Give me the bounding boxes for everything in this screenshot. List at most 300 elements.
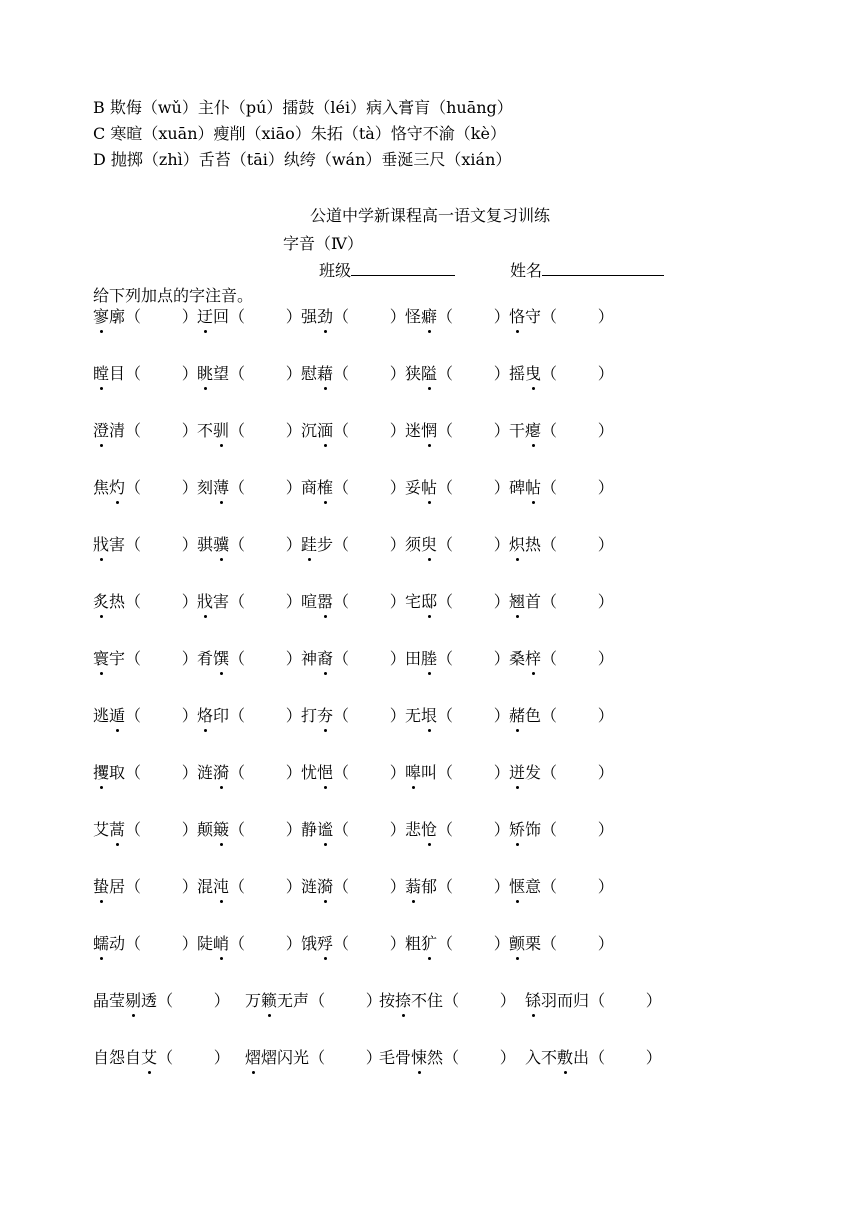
word-character: 艾 xyxy=(93,820,110,839)
dotted-character: 灼 xyxy=(109,478,126,497)
word-item xyxy=(301,307,406,327)
word-character: 忧 xyxy=(301,763,318,782)
answer-blank[interactable]: （ ） xyxy=(229,706,302,725)
word-item xyxy=(197,421,302,441)
word-character: 骐 xyxy=(197,535,214,554)
dotted-character: 恪 xyxy=(509,307,526,326)
word-character: 刻 xyxy=(197,478,214,497)
word-item xyxy=(509,307,614,327)
word-character: 色 xyxy=(525,706,542,725)
word-character: 不 xyxy=(411,991,428,1010)
dotted-character: 籁 xyxy=(261,991,278,1010)
dotted-character: 铩 xyxy=(525,991,542,1010)
word-item xyxy=(301,820,406,840)
dotted-character: 惬 xyxy=(509,877,526,896)
word-character: 喧 xyxy=(301,592,318,611)
dotted-character: 漪 xyxy=(317,877,334,896)
word-character: 住 xyxy=(427,991,444,1010)
word-character: 动 xyxy=(109,934,126,953)
word-item xyxy=(93,763,198,783)
dotted-character: 夯 xyxy=(317,706,334,725)
dotted-character: 嗥 xyxy=(405,763,422,782)
word-character: 回 xyxy=(213,307,230,326)
answer-blank[interactable]: （ ） xyxy=(541,649,614,668)
answer-blank[interactable]: （ ） xyxy=(333,364,406,383)
word-character: 自 xyxy=(93,1048,110,1067)
instruction-text: 给下列加点的字注音。 xyxy=(93,286,254,305)
word-character: 印 xyxy=(213,706,230,725)
word-item xyxy=(197,364,302,384)
word-character: 熠 xyxy=(261,1048,278,1067)
word-character: 取 xyxy=(109,763,126,782)
word-item xyxy=(197,934,302,954)
dotted-character: 峭 xyxy=(213,934,230,953)
answer-blank[interactable]: （ ） xyxy=(125,934,198,953)
answer-blank[interactable]: （ ） xyxy=(437,478,510,497)
answer-blank[interactable]: （ ） xyxy=(229,877,302,896)
word-item xyxy=(509,592,614,612)
dotted-character: 殍 xyxy=(317,934,334,953)
answer-blank[interactable]: （ ） xyxy=(589,1048,662,1067)
word-item xyxy=(93,877,198,897)
answer-blank[interactable]: （ ） xyxy=(437,421,510,440)
word-character: 害 xyxy=(213,592,230,611)
answer-blank[interactable]: （ ） xyxy=(125,478,198,497)
answer-blank[interactable]: （ ） xyxy=(437,364,510,383)
word-character: 沉 xyxy=(301,421,318,440)
word-character: 热 xyxy=(109,592,126,611)
dotted-character: 捺 xyxy=(395,991,412,1010)
dotted-character: 垠 xyxy=(421,706,438,725)
dotted-character: 沌 xyxy=(213,877,230,896)
word-item xyxy=(197,478,302,498)
word-item xyxy=(301,592,406,612)
word-item xyxy=(197,763,302,783)
answer-blank[interactable]: （ ） xyxy=(541,820,614,839)
dotted-character: 悒 xyxy=(317,763,334,782)
word-item xyxy=(405,706,510,726)
word-character: 妥 xyxy=(405,478,422,497)
word-item xyxy=(93,478,198,498)
answer-blank[interactable]: （ ） xyxy=(125,364,198,383)
class-blank-line xyxy=(351,259,455,276)
word-character: 万 xyxy=(245,991,262,1010)
word-item xyxy=(197,307,302,327)
word-character: 望 xyxy=(213,364,230,383)
answer-blank[interactable]: （ ） xyxy=(229,763,302,782)
word-item xyxy=(509,934,614,954)
word-character: 颠 xyxy=(197,820,214,839)
word-item xyxy=(93,1048,230,1068)
word-item xyxy=(379,1048,516,1068)
dotted-character: 跬 xyxy=(301,535,318,554)
word-character: 涟 xyxy=(197,763,214,782)
name-blank-line xyxy=(542,259,664,276)
word-character: 田 xyxy=(405,649,422,668)
word-character: 莹 xyxy=(109,991,126,1010)
dotted-character: 帖 xyxy=(525,478,542,497)
word-character: 商 xyxy=(301,478,318,497)
answer-blank[interactable]: （ ） xyxy=(437,820,510,839)
answer-blank[interactable]: （ ） xyxy=(333,421,406,440)
dotted-character: 嚣 xyxy=(317,592,334,611)
word-item xyxy=(405,649,510,669)
word-character: 透 xyxy=(141,991,158,1010)
word-item xyxy=(93,649,198,669)
answer-blank[interactable]: （ ） xyxy=(437,535,510,554)
answer-blank[interactable]: （ ） xyxy=(541,706,614,725)
word-character: 晶 xyxy=(93,991,110,1010)
answer-blank[interactable]: （ ） xyxy=(125,535,198,554)
dotted-character: 蠕 xyxy=(93,934,110,953)
answer-blank[interactable]: （ ） xyxy=(157,1048,230,1067)
word-item xyxy=(509,706,614,726)
dotted-character: 矫 xyxy=(509,820,526,839)
answer-blank[interactable]: （ ） xyxy=(125,877,198,896)
dotted-character: 犷 xyxy=(421,934,438,953)
word-item xyxy=(525,991,662,1011)
dotted-character: 剔 xyxy=(125,991,142,1010)
word-character: 饰 xyxy=(525,820,542,839)
answer-blank[interactable]: （ ） xyxy=(437,649,510,668)
answer-blank[interactable]: （ ） xyxy=(333,877,406,896)
dotted-character: 翘 xyxy=(509,592,526,611)
dotted-character: 驯 xyxy=(213,421,230,440)
word-item xyxy=(93,364,198,384)
word-character: 摇 xyxy=(509,364,526,383)
word-character: 不 xyxy=(197,421,214,440)
dotted-character: 炙 xyxy=(93,592,110,611)
name-field xyxy=(510,258,664,281)
word-item xyxy=(197,820,302,840)
answer-blank[interactable]: （ ） xyxy=(541,364,614,383)
word-item xyxy=(405,307,510,327)
word-item xyxy=(509,820,614,840)
answer-blank[interactable]: （ ） xyxy=(333,934,406,953)
class-label: 班级 xyxy=(319,261,352,280)
word-character: 目 xyxy=(109,364,126,383)
option-d: D 抛掷（zhì）舌苔（tāi）纨绔（wán）垂涎三尺（xián） xyxy=(93,150,512,169)
word-item xyxy=(405,364,510,384)
word-item xyxy=(197,592,302,612)
word-item xyxy=(525,1048,662,1068)
word-item xyxy=(93,535,198,555)
word-character: 廓 xyxy=(109,307,126,326)
word-item xyxy=(93,934,198,954)
word-item xyxy=(93,592,198,612)
dotted-character: 寥 xyxy=(93,307,110,326)
answer-blank[interactable]: （ ） xyxy=(437,307,510,326)
word-character: 无 xyxy=(405,706,422,725)
dotted-character: 邸 xyxy=(421,592,438,611)
word-character: 清 xyxy=(109,421,126,440)
word-character: 光 xyxy=(293,1048,310,1067)
dotted-character: 颤 xyxy=(509,934,526,953)
dotted-character: 瞠 xyxy=(93,364,110,383)
word-item xyxy=(509,364,614,384)
dotted-character: 瘪 xyxy=(525,421,542,440)
answer-blank[interactable]: （ ） xyxy=(157,991,230,1010)
word-item xyxy=(301,478,406,498)
answer-blank[interactable]: （ ） xyxy=(125,421,198,440)
word-item xyxy=(301,706,406,726)
word-item xyxy=(405,535,510,555)
answer-blank[interactable]: （ ） xyxy=(125,820,198,839)
word-character: 焦 xyxy=(93,478,110,497)
dotted-character: 悚 xyxy=(411,1048,428,1067)
word-character: 慰 xyxy=(301,364,318,383)
class-field xyxy=(319,258,455,281)
dotted-character: 怆 xyxy=(421,820,438,839)
word-item xyxy=(405,478,510,498)
word-item xyxy=(93,991,230,1011)
word-character: 迷 xyxy=(405,421,422,440)
word-character: 干 xyxy=(509,421,526,440)
word-character: 宅 xyxy=(405,592,422,611)
answer-blank[interactable]: （ ） xyxy=(333,820,406,839)
option-b: B 欺侮（wǔ）主仆（pú）擂鼓（léi）病入膏肓（huāng） xyxy=(93,98,513,117)
answer-blank[interactable]: （ ） xyxy=(333,706,406,725)
dotted-character: 劲 xyxy=(317,307,334,326)
word-item xyxy=(405,763,510,783)
dotted-character: 眺 xyxy=(197,364,214,383)
word-character: 粗 xyxy=(405,934,422,953)
answer-blank[interactable]: （ ） xyxy=(229,307,302,326)
dotted-character: 帖 xyxy=(421,478,438,497)
dotted-character: 艾 xyxy=(141,1048,158,1067)
dotted-character: 榷 xyxy=(317,478,334,497)
answer-blank[interactable]: （ ） xyxy=(309,991,382,1010)
dotted-character: 谧 xyxy=(317,820,334,839)
word-character: 声 xyxy=(293,991,310,1010)
answer-blank[interactable]: （ ） xyxy=(229,820,302,839)
word-item xyxy=(301,364,406,384)
option-c: C 寒暄（xuān）瘦削（xiāo）朱拓（tà）恪守不渝（kè） xyxy=(93,124,506,143)
worksheet-subtitle: 字音（Ⅳ） xyxy=(283,234,363,253)
word-item xyxy=(405,421,510,441)
word-item xyxy=(509,535,614,555)
dotted-character: 湎 xyxy=(317,421,334,440)
answer-blank[interactable]: （ ） xyxy=(437,934,510,953)
dotted-character: 癖 xyxy=(421,307,438,326)
dotted-character: 藉 xyxy=(317,364,334,383)
dotted-character: 曳 xyxy=(525,364,542,383)
word-character: 闪 xyxy=(277,1048,294,1067)
word-character: 陡 xyxy=(197,934,214,953)
word-character: 首 xyxy=(525,592,542,611)
word-item xyxy=(93,421,198,441)
word-item xyxy=(301,421,406,441)
word-character: 不 xyxy=(541,1048,558,1067)
word-item xyxy=(405,934,510,954)
answer-blank[interactable]: （ ） xyxy=(333,307,406,326)
answer-blank[interactable]: （ ） xyxy=(437,877,510,896)
word-item xyxy=(509,478,614,498)
dotted-character: 戕 xyxy=(197,592,214,611)
dotted-character: 烙 xyxy=(197,706,214,725)
word-item xyxy=(301,535,406,555)
dotted-character: 裔 xyxy=(317,649,334,668)
word-item xyxy=(93,706,198,726)
word-character: 毛 xyxy=(379,1048,396,1067)
answer-blank[interactable]: （ ） xyxy=(125,706,198,725)
word-character: 怪 xyxy=(405,307,422,326)
word-character: 害 xyxy=(109,535,126,554)
word-character: 叫 xyxy=(421,763,438,782)
dotted-character: 塍 xyxy=(421,649,438,668)
dotted-character: 迸 xyxy=(509,763,526,782)
dotted-character: 薄 xyxy=(213,478,230,497)
answer-blank[interactable]: （ ） xyxy=(229,934,302,953)
answer-blank[interactable]: （ ） xyxy=(541,421,614,440)
answer-blank[interactable]: （ ） xyxy=(229,478,302,497)
dotted-character: 蓊 xyxy=(405,877,422,896)
answer-blank[interactable]: （ ） xyxy=(125,649,198,668)
word-character: 而 xyxy=(557,991,574,1010)
answer-blank[interactable]: （ ） xyxy=(333,592,406,611)
word-character: 守 xyxy=(525,307,542,326)
word-character: 然 xyxy=(427,1048,444,1067)
answer-blank[interactable]: （ ） xyxy=(437,706,510,725)
answer-blank[interactable]: （ ） xyxy=(333,649,406,668)
dotted-character: 攫 xyxy=(93,763,110,782)
answer-blank[interactable]: （ ） xyxy=(541,535,614,554)
dotted-character: 骥 xyxy=(213,535,230,554)
word-character: 肴 xyxy=(197,649,214,668)
word-item xyxy=(379,991,516,1011)
answer-blank[interactable]: （ ） xyxy=(229,535,302,554)
word-character: 自 xyxy=(125,1048,142,1067)
dotted-character: 隘 xyxy=(421,364,438,383)
word-character: 意 xyxy=(525,877,542,896)
word-character: 归 xyxy=(573,991,590,1010)
dotted-character: 臾 xyxy=(421,535,438,554)
answer-blank[interactable]: （ ） xyxy=(541,478,614,497)
word-character: 静 xyxy=(301,820,318,839)
word-character: 栗 xyxy=(525,934,542,953)
answer-blank[interactable]: （ ） xyxy=(309,1048,382,1067)
dotted-character: 梓 xyxy=(525,649,542,668)
answer-blank[interactable]: （ ） xyxy=(229,421,302,440)
word-item xyxy=(197,877,302,897)
word-character: 步 xyxy=(317,535,334,554)
answer-blank[interactable]: （ ） xyxy=(437,592,510,611)
answer-blank[interactable]: （ ） xyxy=(229,649,302,668)
word-item xyxy=(405,592,510,612)
word-character: 须 xyxy=(405,535,422,554)
word-item xyxy=(509,421,614,441)
word-item xyxy=(509,877,614,897)
answer-blank[interactable]: （ ） xyxy=(333,478,406,497)
word-character: 混 xyxy=(197,877,214,896)
dotted-character: 寰 xyxy=(93,649,110,668)
word-item xyxy=(405,877,510,897)
word-character: 发 xyxy=(525,763,542,782)
worksheet-title: 公道中学新课程高一语文复习训练 xyxy=(309,206,550,225)
word-item xyxy=(245,991,382,1011)
answer-blank[interactable]: （ ） xyxy=(229,364,302,383)
answer-blank[interactable]: （ ） xyxy=(443,991,516,1010)
word-item xyxy=(197,649,302,669)
word-character: 涟 xyxy=(301,877,318,896)
dotted-character: 簸 xyxy=(213,820,230,839)
answer-blank[interactable]: （ ） xyxy=(125,592,198,611)
dotted-character: 蛰 xyxy=(93,877,110,896)
word-character: 悲 xyxy=(405,820,422,839)
answer-blank[interactable]: （ ） xyxy=(125,763,198,782)
word-item xyxy=(301,877,406,897)
word-character: 热 xyxy=(525,535,542,554)
dotted-character: 澄 xyxy=(93,421,110,440)
answer-blank[interactable]: （ ） xyxy=(333,763,406,782)
answer-blank[interactable]: （ ） xyxy=(541,877,614,896)
word-character: 神 xyxy=(301,649,318,668)
word-item xyxy=(93,307,198,327)
dotted-character: 戕 xyxy=(93,535,110,554)
answer-blank[interactable]: （ ） xyxy=(437,763,510,782)
dotted-character: 遁 xyxy=(109,706,126,725)
answer-blank[interactable]: （ ） xyxy=(541,934,614,953)
word-item xyxy=(245,1048,382,1068)
word-item xyxy=(301,763,406,783)
dotted-character: 馔 xyxy=(213,649,230,668)
word-character: 居 xyxy=(109,877,126,896)
word-character: 碑 xyxy=(509,478,526,497)
dotted-character: 敷 xyxy=(557,1048,574,1067)
answer-blank[interactable]: （ ） xyxy=(443,1048,516,1067)
name-label: 姓名 xyxy=(510,261,543,280)
answer-blank[interactable]: （ ） xyxy=(333,535,406,554)
answer-blank[interactable]: （ ） xyxy=(125,307,198,326)
word-item xyxy=(301,934,406,954)
answer-blank[interactable]: （ ） xyxy=(541,763,614,782)
dotted-character: 漪 xyxy=(213,763,230,782)
word-character: 逃 xyxy=(93,706,110,725)
word-item xyxy=(509,649,614,669)
dotted-character: 炽 xyxy=(509,535,526,554)
word-character: 桑 xyxy=(509,649,526,668)
word-character: 宇 xyxy=(109,649,126,668)
word-item xyxy=(301,649,406,669)
word-character: 饿 xyxy=(301,934,318,953)
word-item xyxy=(197,706,302,726)
word-character: 打 xyxy=(301,706,318,725)
word-character: 郁 xyxy=(421,877,438,896)
word-character: 出 xyxy=(573,1048,590,1067)
word-item xyxy=(509,763,614,783)
dotted-character: 赭 xyxy=(509,706,526,725)
word-character: 狭 xyxy=(405,364,422,383)
word-character: 羽 xyxy=(541,991,558,1010)
word-item xyxy=(405,820,510,840)
word-character: 入 xyxy=(525,1048,542,1067)
dotted-character: 迂 xyxy=(197,307,214,326)
dotted-character: 惘 xyxy=(421,421,438,440)
word-character: 按 xyxy=(379,991,396,1010)
answer-blank[interactable]: （ ） xyxy=(229,592,302,611)
dotted-character: 熠 xyxy=(245,1048,262,1067)
word-character: 怨 xyxy=(109,1048,126,1067)
word-character: 骨 xyxy=(395,1048,412,1067)
answer-blank[interactable]: （ ） xyxy=(589,991,662,1010)
answer-blank[interactable]: （ ） xyxy=(541,307,614,326)
answer-blank[interactable]: （ ） xyxy=(541,592,614,611)
word-item xyxy=(197,535,302,555)
word-item xyxy=(93,820,198,840)
word-character: 无 xyxy=(277,991,294,1010)
dotted-character: 蒿 xyxy=(109,820,126,839)
word-character: 强 xyxy=(301,307,318,326)
